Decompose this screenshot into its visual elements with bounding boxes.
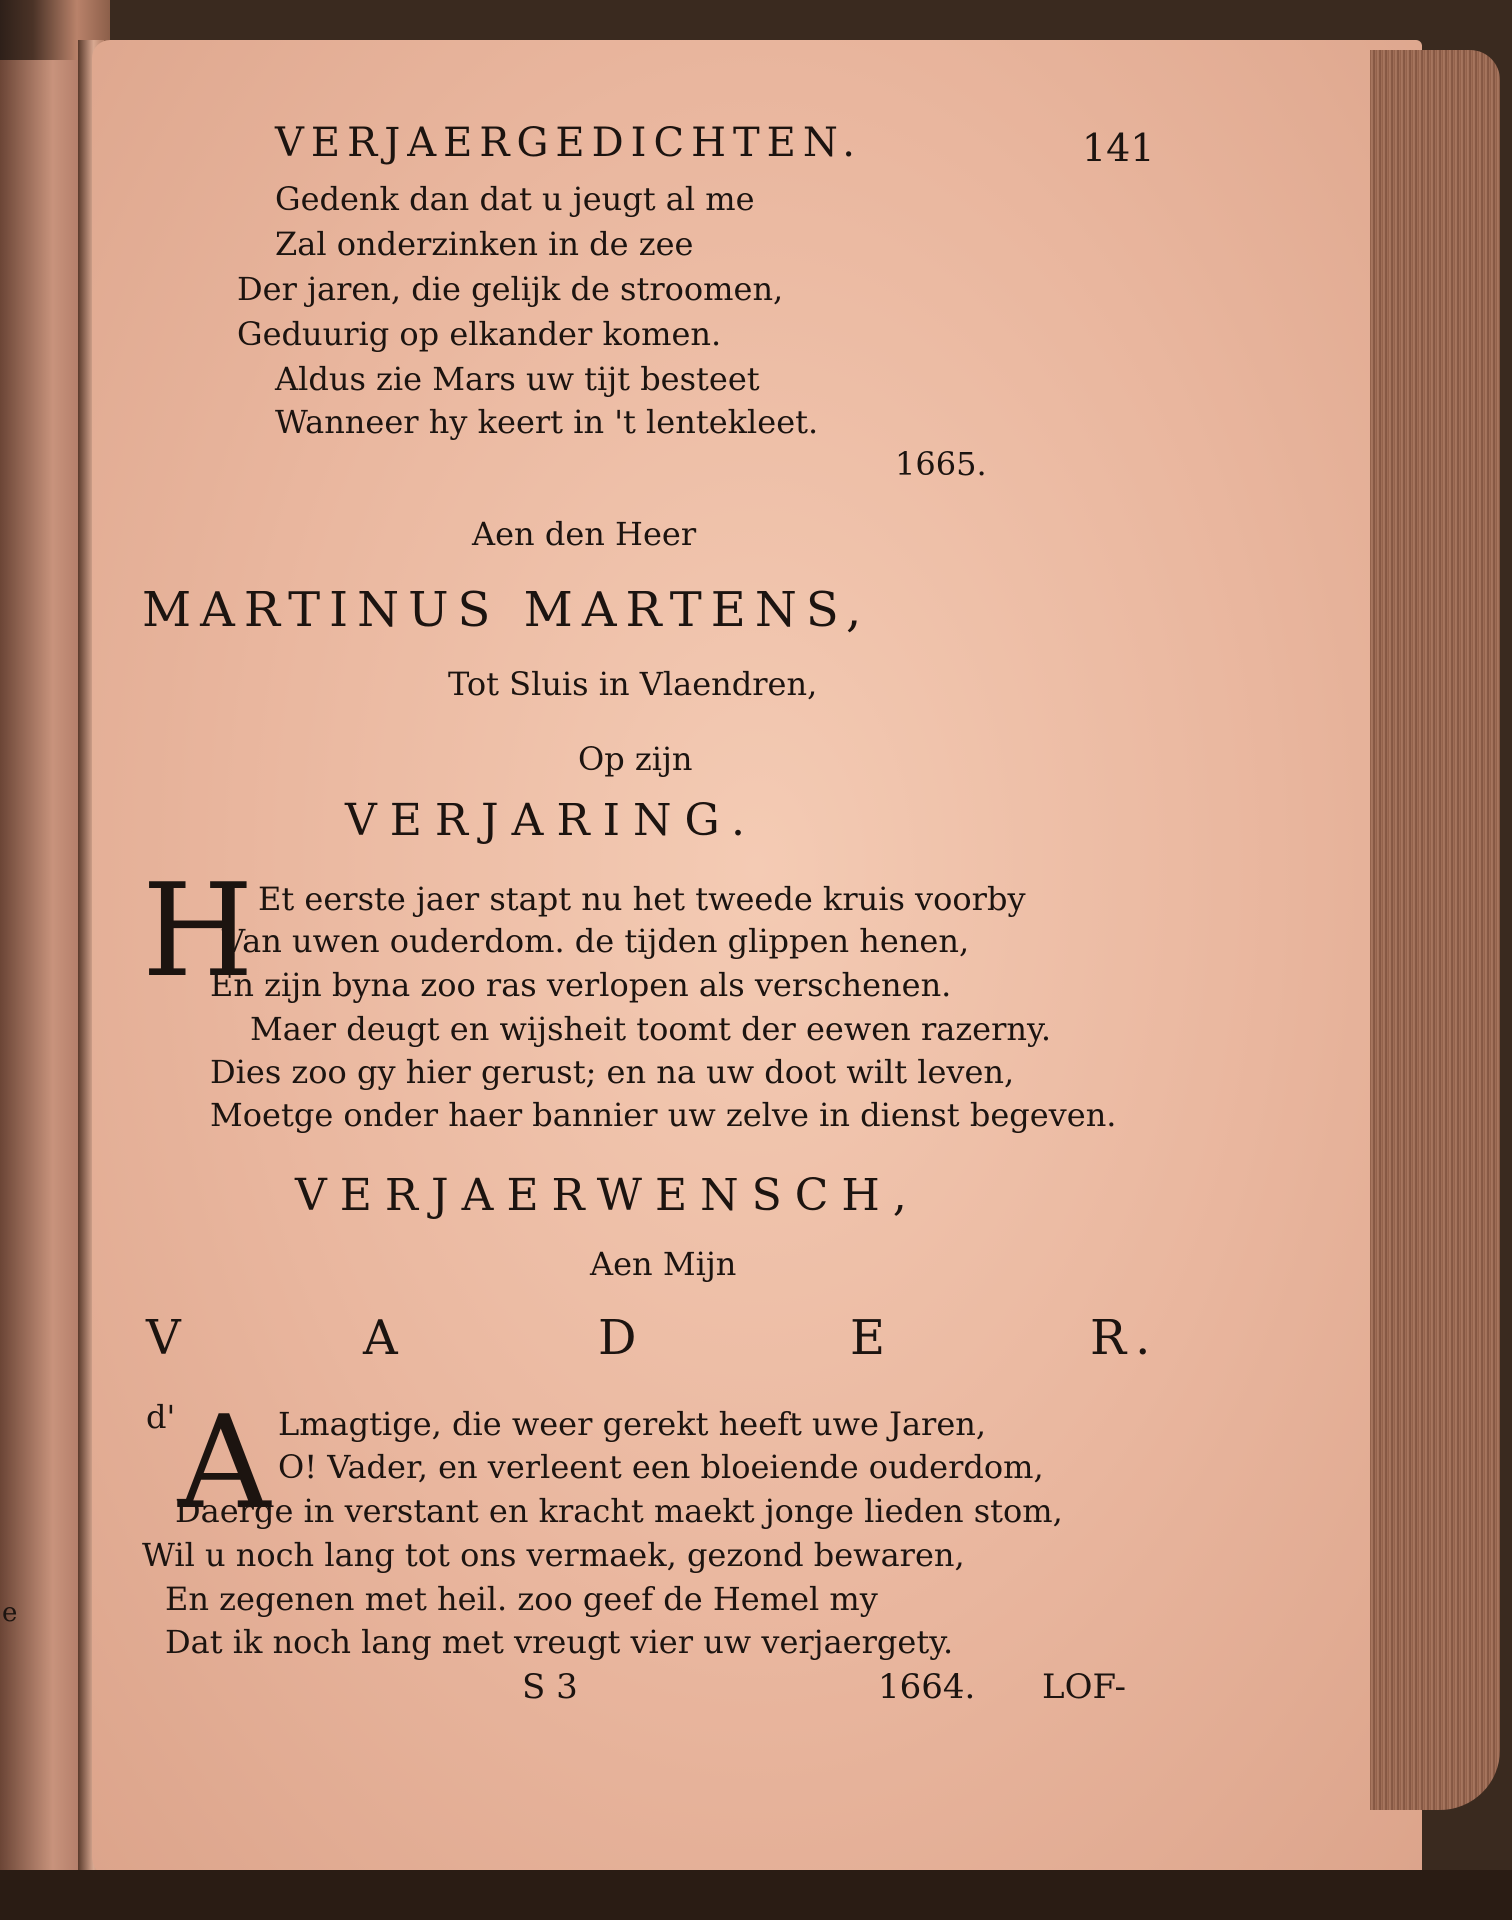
dedication1-to: Aen den Heer bbox=[472, 515, 697, 553]
footer-year: 1664. bbox=[878, 1667, 976, 1707]
poem1-line: Gedenk dan dat u jeugt al me bbox=[275, 180, 755, 218]
background-bottom bbox=[0, 1870, 1512, 1920]
poem3-line: Lmagtige, die weer gerekt heeft uwe Jaren, bbox=[278, 1405, 987, 1443]
signature-mark: S 3 bbox=[522, 1667, 578, 1707]
page-edges bbox=[1370, 50, 1500, 1810]
running-header: VERJAERGEDICHTEN. bbox=[275, 120, 862, 166]
poem1-line: Zal onderzinken in de zee bbox=[275, 225, 694, 263]
catchword: LOF- bbox=[1042, 1667, 1127, 1707]
left-page-fragment: e bbox=[2, 1598, 18, 1628]
poem2-line: Van uwen ouderdom. de tijden glippen henen, bbox=[222, 922, 970, 960]
poem1-year: 1665. bbox=[895, 445, 987, 483]
poem1-line: Aldus zie Mars uw tijt besteet bbox=[275, 360, 760, 398]
dedication1-place: Tot Sluis in Vlaendren, bbox=[448, 665, 818, 703]
dedication2-letter: E bbox=[850, 1310, 895, 1366]
poem2-dropcap: H bbox=[142, 857, 254, 1006]
poem3-line: Daerge in verstant en kracht maekt jonge lieden stom, bbox=[175, 1492, 1063, 1530]
dedication2-title: VERJAERWENSCH, bbox=[295, 1170, 920, 1221]
poem1-line: Der jaren, die gelijk de stroomen, bbox=[237, 270, 784, 308]
poem3-line: Dat ik noch lang met vreugt vier uw verjaergety. bbox=[165, 1623, 954, 1661]
dedication1-on: Op zijn bbox=[578, 740, 693, 778]
dedication2-letter: D bbox=[598, 1310, 646, 1366]
poem2-line: Moetge onder haer bannier uw zelve in dienst begeven. bbox=[210, 1096, 1117, 1134]
poem2-line: Dies zoo gy hier gerust; en na uw doot wilt leven, bbox=[210, 1053, 1015, 1091]
poem1-line: Wanneer hy keert in 't lentekleet. bbox=[275, 403, 819, 441]
poem3-dropcap: A bbox=[178, 1389, 271, 1538]
dedication2-letter: V bbox=[146, 1310, 190, 1366]
poem2-line: Et eerste jaer stapt nu het tweede kruis voorby bbox=[258, 880, 1026, 918]
dedication1-occasion: VERJARING. bbox=[345, 795, 759, 846]
poem3-line: O! Vader, en verleent een bloeiende ouderdom, bbox=[278, 1448, 1044, 1486]
poem3-prefix: d' bbox=[146, 1398, 176, 1436]
poem3-line: En zegenen met heil. zoo geef de Hemel my bbox=[165, 1580, 878, 1618]
poem3-line: Wil u noch lang tot ons vermaek, gezond bewaren, bbox=[142, 1536, 965, 1574]
poem2-line: Maer deugt en wijsheit toomt der eewen razerny. bbox=[250, 1010, 1052, 1048]
dedication1-name: MARTINUS MARTENS, bbox=[142, 582, 871, 638]
dedication2-letter: R. bbox=[1090, 1310, 1160, 1366]
dedication2-to: Aen Mijn bbox=[590, 1245, 737, 1283]
dedication2-letter: A bbox=[363, 1310, 407, 1366]
poem1-line: Geduurig op elkander komen. bbox=[237, 315, 722, 353]
page-number: 141 bbox=[1082, 126, 1155, 170]
poem2-line: En zijn byna zoo ras verlopen als verschenen. bbox=[210, 966, 952, 1004]
